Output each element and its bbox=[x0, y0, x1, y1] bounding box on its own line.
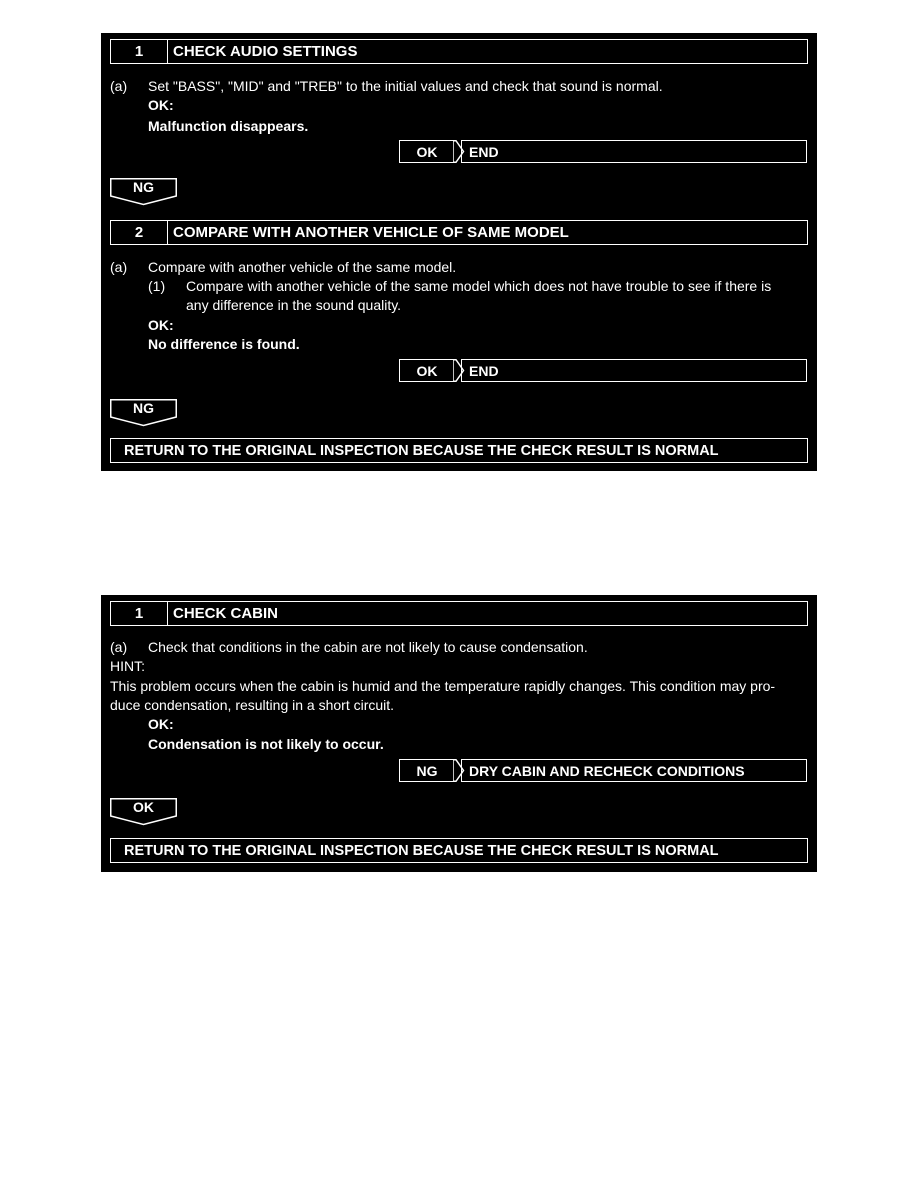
result-tag-label: NG bbox=[416, 762, 438, 779]
next-step-tag bbox=[110, 399, 177, 427]
result-tag-box bbox=[399, 140, 455, 163]
step-title: CHECK AUDIO SETTINGS bbox=[173, 43, 358, 60]
ok-criteria-text: No difference is found. bbox=[148, 336, 300, 352]
hint-text-line: duce condensation, resulting in a short circuit. bbox=[110, 697, 395, 713]
instruction-text: Check that conditions in the cabin are not likely to cause condensation. bbox=[148, 639, 588, 655]
ok-criteria-label: OK: bbox=[148, 97, 174, 113]
instruction-text: Set "BASS", "MID" and "TREB" to the initial values and check that sound is normal. bbox=[148, 78, 663, 94]
step-1-header bbox=[110, 601, 808, 626]
ok-criteria-text: Malfunction disappears. bbox=[148, 118, 309, 134]
result-action-label: END bbox=[469, 362, 499, 379]
ok-criteria-label: OK: bbox=[148, 716, 174, 732]
result-tag-label: OK bbox=[416, 362, 438, 379]
next-step-tag bbox=[110, 798, 177, 826]
instruction-text: Compare with another vehicle of the same model. bbox=[148, 259, 457, 275]
step-1-header bbox=[110, 39, 808, 64]
next-step-label: NG bbox=[133, 400, 154, 416]
step-number: 1 bbox=[111, 602, 168, 625]
result-action-label: DRY CABIN AND RECHECK CONDITIONS bbox=[469, 762, 745, 779]
result-action-box bbox=[461, 140, 807, 163]
step-number: 2 bbox=[111, 221, 168, 244]
item-label: (a) bbox=[110, 78, 128, 94]
result-tag-box bbox=[399, 359, 455, 382]
result-action-box bbox=[461, 359, 807, 382]
step-title: COMPARE WITH ANOTHER VEHICLE OF SAME MODEL bbox=[173, 224, 569, 241]
result-tag-label: OK bbox=[416, 143, 438, 160]
next-step-label: NG bbox=[133, 179, 154, 195]
audio-troubleshooting-panel bbox=[101, 33, 817, 471]
sub-instruction-line: Compare with another vehicle of the same model which does not have trouble to see if there is bbox=[186, 278, 772, 294]
item-label: (a) bbox=[110, 639, 128, 655]
next-step-label: OK bbox=[133, 799, 154, 815]
condensation-troubleshooting-panel bbox=[101, 595, 817, 872]
final-result-box: RETURN TO THE ORIGINAL INSPECTION BECAUSE THE CHECK RESULT IS NORMAL bbox=[110, 838, 808, 863]
result-action-box bbox=[461, 759, 807, 782]
next-step-tag bbox=[110, 178, 177, 206]
ok-criteria-text: Condensation is not likely to occur. bbox=[148, 736, 384, 752]
step-2-header bbox=[110, 220, 808, 245]
result-tag-box bbox=[399, 759, 455, 782]
hint-label: HINT: bbox=[110, 658, 145, 674]
ok-criteria-label: OK: bbox=[148, 317, 174, 333]
sub-instruction-line: any difference in the sound quality. bbox=[186, 297, 402, 313]
step-number: 1 bbox=[111, 40, 168, 63]
hint-text-line: This problem occurs when the cabin is humid and the temperature rapidly changes. This condition may pro- bbox=[110, 678, 776, 694]
item-label: (a) bbox=[110, 259, 128, 275]
result-action-label: END bbox=[469, 143, 499, 160]
sub-item-label: (1) bbox=[148, 278, 166, 294]
step-title: CHECK CABIN bbox=[173, 605, 278, 622]
final-result-box: RETURN TO THE ORIGINAL INSPECTION BECAUSE THE CHECK RESULT IS NORMAL bbox=[110, 438, 808, 463]
